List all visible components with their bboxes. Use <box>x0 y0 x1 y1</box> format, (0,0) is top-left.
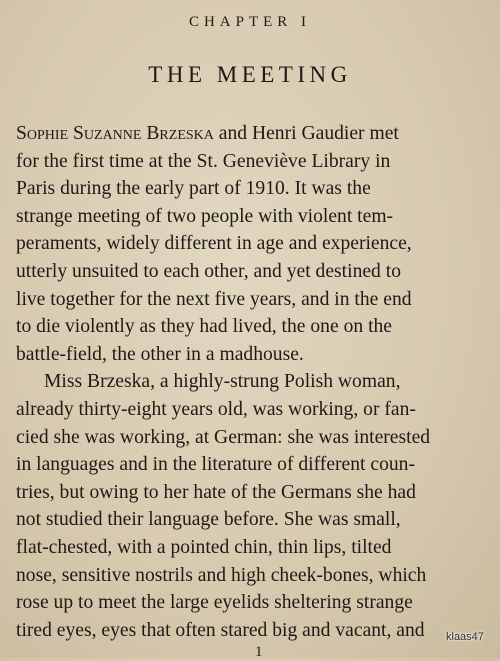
text-line: utterly unsuited to each other, and yet destined to <box>16 260 401 282</box>
text-line: flat-chested, with a pointed chin, thin lips, tilted <box>16 536 392 558</box>
page-number: 1 <box>255 644 263 660</box>
text-line: rose up to meet the large eyelids sheltering strange <box>16 592 413 614</box>
watermark: klaas47 <box>446 631 484 643</box>
text-line: battle-field, the other in a madhouse. <box>16 343 304 365</box>
text-line: to die violently as they had lived, the one on the <box>16 316 393 338</box>
text-line-rest: and Henri Gaudier met <box>213 123 399 144</box>
text-line: cied she was working, at German: she was interested <box>16 426 431 448</box>
text-line: strange meeting of two people with violent tem- <box>16 205 394 227</box>
text-line: Miss Brzeska, a highly-strung Polish woman, <box>44 371 401 393</box>
text-line: live together for the next five years, and in the end <box>16 288 412 310</box>
text-line: peraments, widely different in age and experience, <box>16 233 412 255</box>
text-line: nose, sensitive nostrils and high cheek-bones, which <box>16 564 427 586</box>
chapter-title: THE MEETING <box>148 62 352 87</box>
text-line: tired eyes, eyes that often stared big and vacant, and <box>16 619 425 641</box>
text-line: in languages and in the literature of different coun- <box>16 454 415 476</box>
text-line: Paris during the early part of 1910. It was the <box>16 178 371 200</box>
text-line <box>16 120 500 148</box>
body-text <box>16 120 500 644</box>
text-line: already thirty-eight years old, was working, or fan- <box>16 398 416 420</box>
text-line: tries, but owing to her hate of the Germans she had <box>16 481 416 503</box>
chapter-label: CHAPTER I <box>188 14 312 30</box>
opening-smallcaps: Sophie Suzanne Brzeska <box>16 123 214 144</box>
text-line: not studied their language before. She was small, <box>16 509 401 531</box>
text-line: for the first time at the St. Geneviève Library in <box>16 150 391 172</box>
